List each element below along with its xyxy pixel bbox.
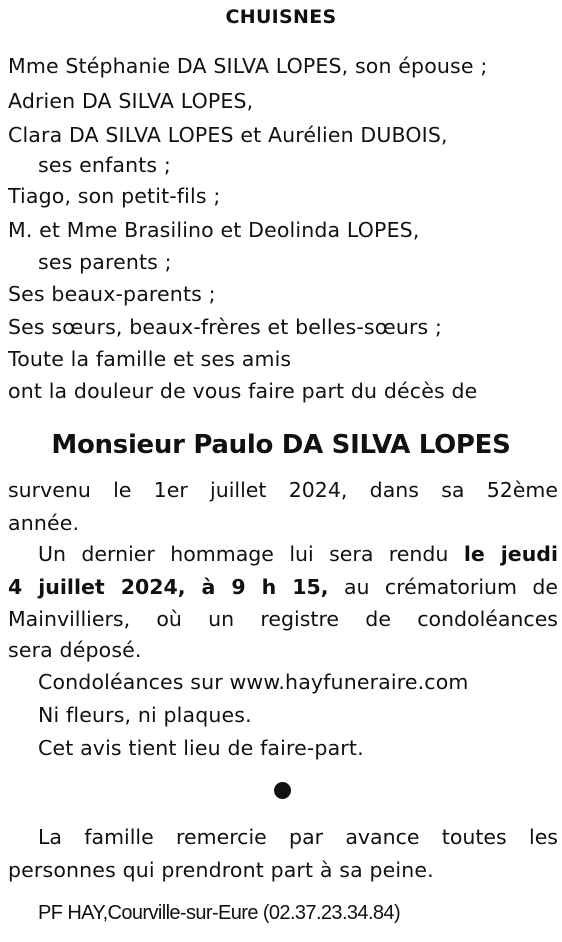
death-date-line: année. (8, 511, 80, 535)
family-line: ses enfants ; (38, 153, 171, 177)
no-flowers-line: Ni fleurs, ni plaques. (38, 703, 252, 727)
family-line: ses parents ; (38, 250, 172, 274)
family-line: ont la douleur de vous faire part du décès de (8, 379, 478, 403)
tribute-line: Mainvilliers, où un registre de condoléances (8, 607, 558, 631)
funeral-home-contact: PF HAY,Courville-sur-Eure (02.37.23.34.84) (38, 902, 401, 924)
bullet-separator (274, 782, 291, 799)
location-heading: CHUISNES (225, 6, 337, 28)
tribute-line: Un dernier hommage lui sera rendu le jeudi (38, 542, 559, 566)
family-line: Ses sœurs, beaux-frères et belles-sœurs ; (8, 315, 443, 339)
family-line: Clara DA SILVA LOPES et Aurélien DUBOIS, (8, 123, 448, 147)
condolences-line: Condoléances sur www.hayfuneraire.com (38, 670, 469, 694)
family-line: Toute la famille et ses amis (8, 347, 292, 371)
thanks-line: personnes qui prendront part à sa peine. (8, 858, 434, 882)
family-line: Adrien DA SILVA LOPES, (8, 89, 254, 113)
deceased-name: Monsieur Paulo DA SILVA LOPES (51, 430, 511, 460)
thanks-line: La famille remercie par avance toutes les (38, 825, 558, 849)
family-line: Tiago, son petit-fils ; (8, 184, 221, 208)
family-line: Ses beaux-parents ; (8, 282, 216, 306)
notice-statement-line: Cet avis tient lieu de faire-part. (38, 736, 364, 760)
family-line: Mme Stéphanie DA SILVA LOPES, son épouse ; (8, 54, 488, 78)
family-line: M. et Mme Brasilino et Deolinda LOPES, (8, 218, 420, 242)
death-date-line: survenu le 1er juillet 2024, dans sa 52ème (8, 478, 558, 502)
tribute-line: sera déposé. (8, 638, 142, 662)
tribute-line: 4 juillet 2024, à 9 h 15, au crématorium de (8, 575, 559, 599)
